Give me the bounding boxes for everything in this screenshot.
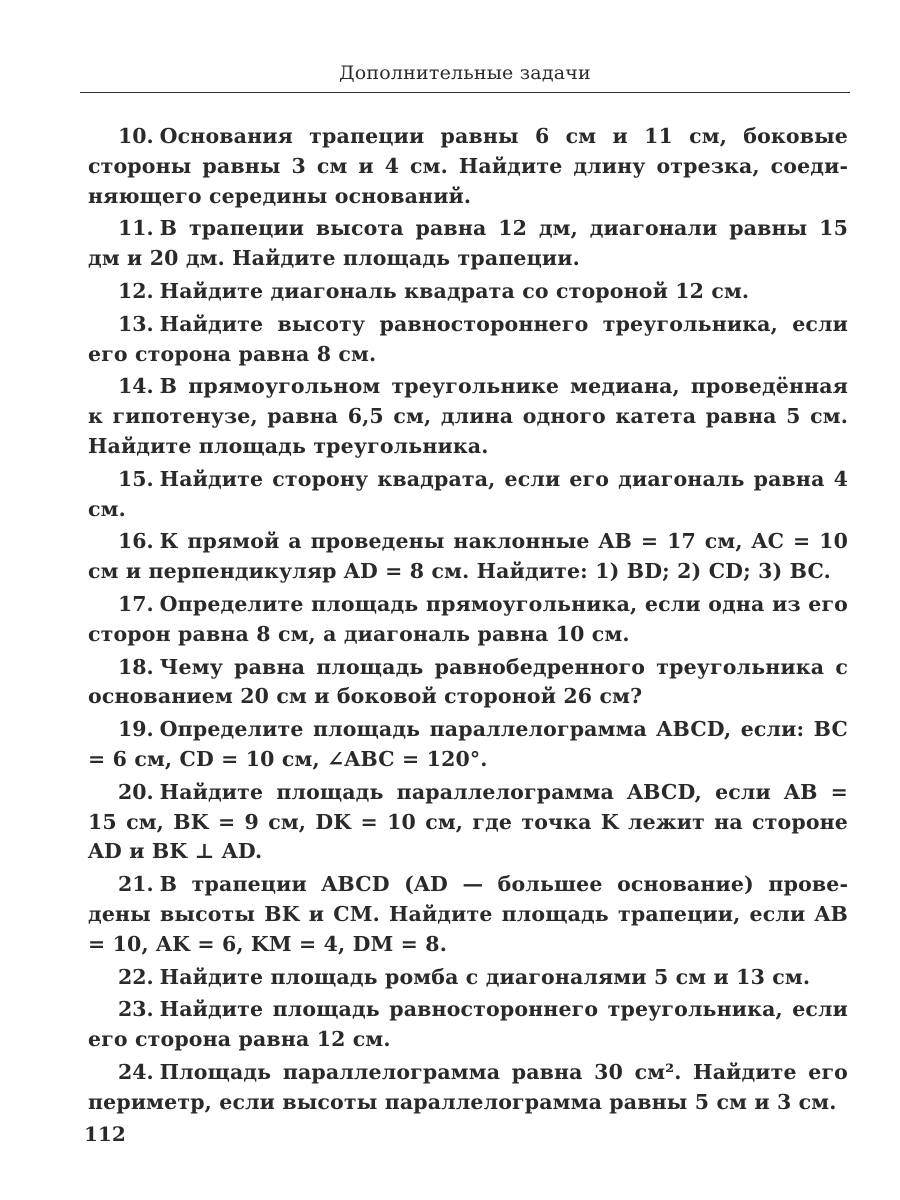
problem-text: Найдите площадь равностороннего треугольника, если его сторона равна 12 см. (88, 997, 848, 1052)
problem-number: 11. (118, 216, 154, 241)
problem-text: Найдите площадь параллелограмма ABCD, если AB = 15 см, BK = 9 см, DK = 10 см, где точка K лежит на стороне AD и BK ⊥ AD. (88, 779, 848, 864)
problem-text: Найдите диагональ квадрата со стороной 12 см. (159, 278, 750, 303)
problem-text: В прямоугольном треугольнике медиана, проведённая к гипотенузе, равна 6,5 см, длина одного катета равна 5 см. Найдите площадь треугольника. (88, 374, 848, 458)
problem-item (88, 372, 848, 461)
problem-text: В трапеции высота равна 12 дм, диагонали равны 15 дм и 20 дм. Найдите площадь трапеции. (88, 216, 848, 271)
problem-number: 23. (118, 997, 154, 1022)
page-header-title: Дополнительные задачи (339, 62, 591, 84)
problem-text: Найдите площадь ромба с диагоналями 5 см и 13 см. (159, 964, 811, 989)
problem-text: Чему равна площадь равнобедренного треугольника с основанием 20 см и боковой стороной 26 см? (88, 654, 848, 709)
problem-text: Площадь параллелограмма равна 30 см². Найдите его периметр, если высоты параллелограмма равны 5 см и 3 см. (88, 1059, 848, 1114)
problem-text: Основания трапеции равны 6 см и 11 см, боковые стороны равны 3 см и 4 см. Найдите длину отрезка, соединяющего середины оснований. (88, 124, 848, 208)
problem-item (88, 527, 848, 587)
problem-item (88, 590, 848, 650)
problem-item (88, 653, 848, 713)
problem-item (88, 465, 848, 525)
problem-number: 24. (118, 1059, 154, 1084)
page-number: 112 (84, 1122, 126, 1146)
problem-text: Определите площадь параллелограмма ABCD, если: BC = 6 см, CD = 10 см, ∠ABC = 120°. (88, 717, 848, 771)
problem-number: 18. (118, 654, 154, 679)
problem-number: 12. (118, 278, 154, 303)
problem-item (88, 778, 848, 867)
problem-item (88, 310, 848, 370)
problem-number: 21. (118, 872, 154, 897)
problem-text: В трапеции ABCD (AD — большее основание) проведены высоты BK и CM. Найдите площадь трапеции, если AB = 10, AK = 6, KM = 4, DM = 8. (88, 872, 848, 956)
problem-number: 14. (118, 374, 154, 399)
problem-number: 20. (118, 779, 154, 804)
problem-number: 19. (118, 717, 154, 742)
problem-number: 22. (118, 964, 154, 989)
problem-item (88, 1058, 848, 1118)
problem-item (88, 715, 848, 775)
problem-number: 16. (118, 529, 154, 554)
problem-list (88, 122, 848, 1121)
problem-item (88, 995, 848, 1055)
problem-number: 13. (118, 311, 154, 336)
problem-number: 17. (118, 591, 154, 616)
problem-text: Определите площадь прямоугольника, если одна из его сторон равна 8 см, а диагональ равна 10 см. (88, 591, 848, 646)
problem-item (88, 963, 848, 993)
problem-text: Найдите высоту равностороннего треугольника, если его сторона равна 8 см. (88, 311, 848, 366)
header-divider (80, 92, 850, 93)
problem-item (88, 870, 848, 959)
problem-item (88, 277, 848, 307)
problem-number: 15. (118, 466, 154, 491)
problem-text: К прямой a проведены наклонные AB = 17 см, AC = 10 см и перпендикуляр AD = 8 см. Найдите: 1) BD; 2) CD; 3) BC. (88, 529, 848, 584)
problem-text: Найдите сторону квадрата, если его диагональ равна 4 см. (88, 466, 848, 521)
problem-item (88, 122, 848, 211)
problem-item (88, 214, 848, 274)
problem-number: 10. (118, 124, 154, 148)
